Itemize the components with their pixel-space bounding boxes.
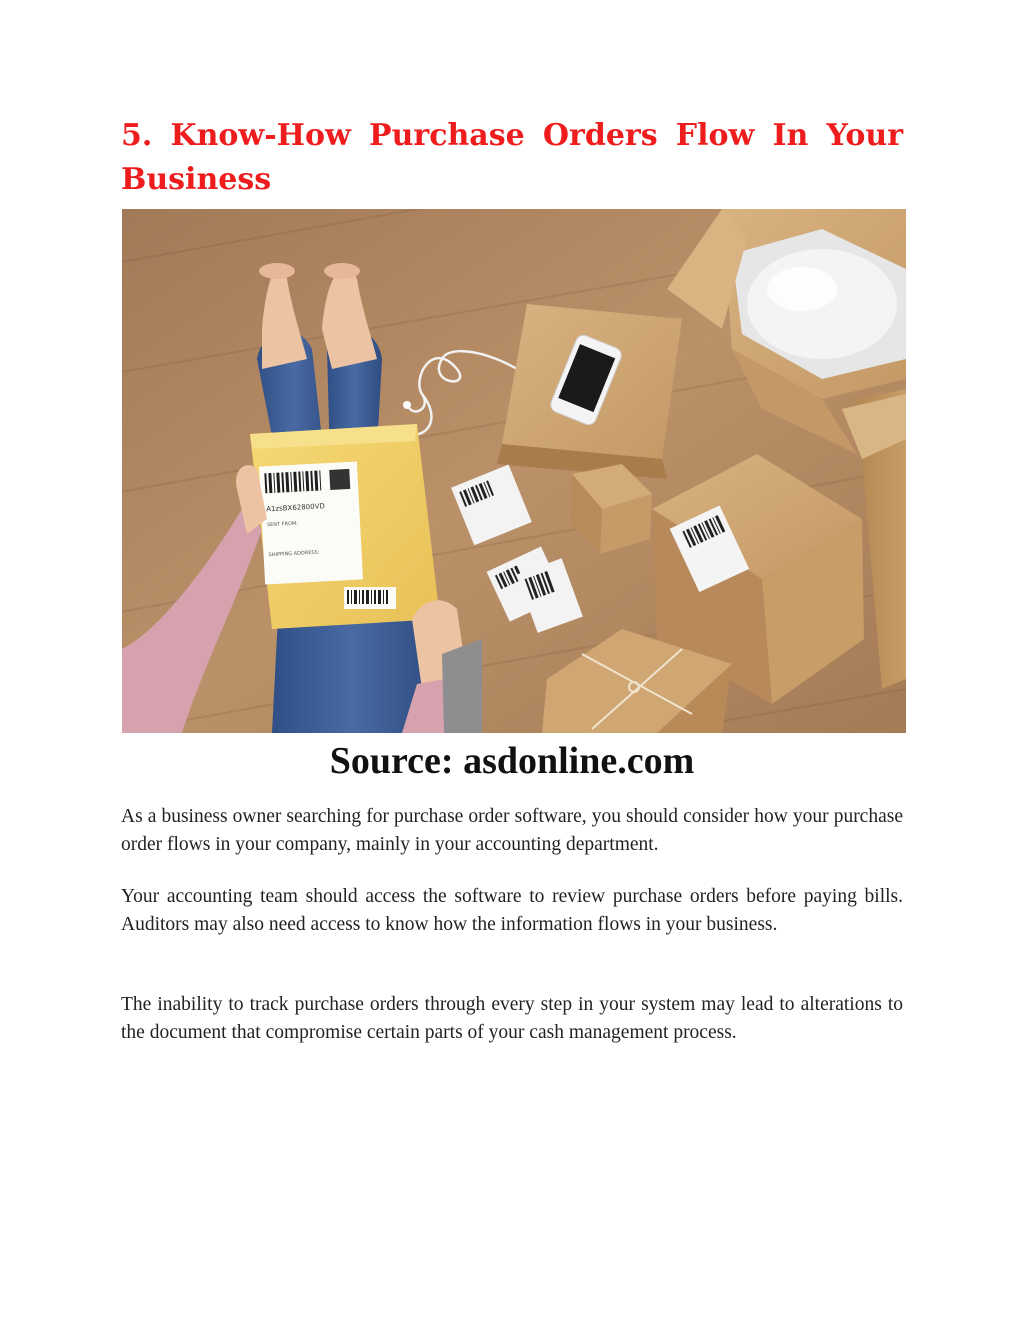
envelope-label-code: A1zsBX62800VD <box>266 502 325 514</box>
image-source-caption: Source: asdonline.com <box>329 740 695 782</box>
paragraph-2: Your accounting team should access the software to review purchase orders before paying bills. Auditors may also need access to know how the information flows in your business. <box>121 886 903 935</box>
paragraph-3: The inability to track purchase orders through every step in your system may lead to alterations to the document that compromise certain parts of your cash management process. <box>121 994 903 1043</box>
paragraph-1: As a business owner searching for purchase order software, you should consider how your purchase order flows in your company, mainly in your accounting department. <box>121 806 903 855</box>
envelope-label-sent-from: SENT FROM: <box>266 520 299 529</box>
envelope-shipping-label <box>259 462 363 585</box>
photo-illustration <box>122 209 906 733</box>
section-heading: 5. Know-How Purchase Orders Flow In Your Business <box>121 118 903 197</box>
envelope-label-shipping-address: SHIPPING ADDRESS: <box>268 549 320 559</box>
yellow-envelope <box>250 424 440 629</box>
box-with-phone <box>497 304 682 479</box>
shipping-photo <box>122 209 906 733</box>
envelope-barcode <box>344 587 396 609</box>
grey-cushion <box>442 639 482 733</box>
